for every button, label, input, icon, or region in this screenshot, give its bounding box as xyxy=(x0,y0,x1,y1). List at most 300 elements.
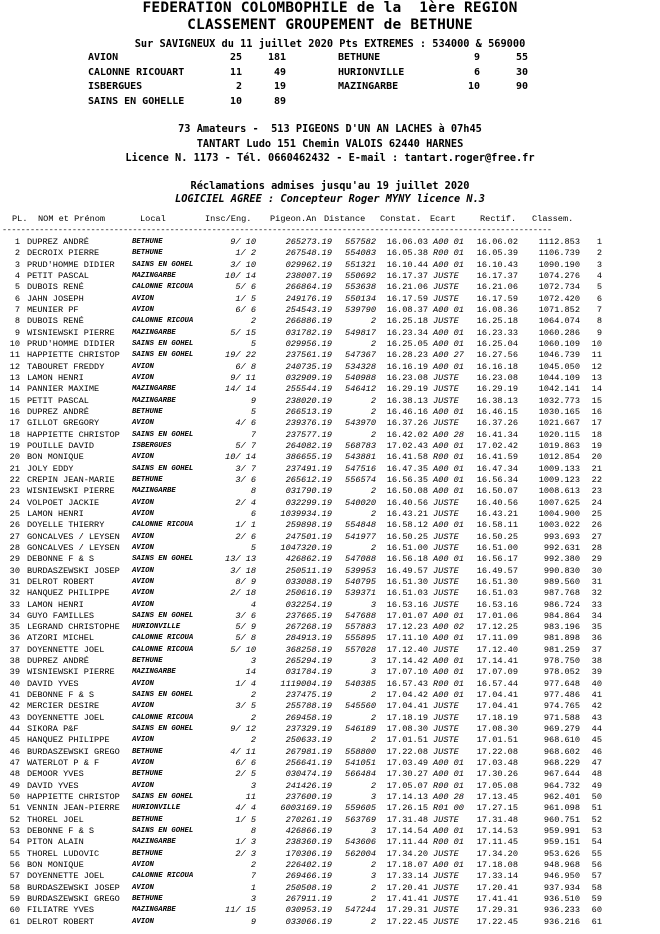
cell-place-repeat: 23 xyxy=(591,486,602,497)
cell-distance: 566484 xyxy=(345,769,376,780)
cell-locality: BETHUNE xyxy=(132,657,163,666)
cell-constat: 17.05.07 xyxy=(386,780,428,791)
cell-pigeon: 250633.19 xyxy=(285,735,332,746)
cell-rectif: 16.23.08 xyxy=(476,372,518,383)
cell-place: 45 xyxy=(9,735,20,746)
cell-constat: 16.46.16 xyxy=(386,406,428,417)
cell-rectif: 17.08.30 xyxy=(476,724,518,735)
locality-pigeons: 30 xyxy=(515,66,528,78)
table-row xyxy=(2,815,658,826)
cell-distance: 540988 xyxy=(345,372,376,383)
cell-name: BON MONIQUE xyxy=(27,860,84,871)
cell-ecart: A00 01 xyxy=(433,633,464,644)
table-row xyxy=(2,690,658,701)
cell-inscribed: 3 xyxy=(250,656,256,667)
table-row xyxy=(2,430,658,441)
cell-locality: MAZINGARBE xyxy=(132,385,176,394)
table-row xyxy=(2,350,658,361)
cell-speed: 1090.190 xyxy=(538,259,580,270)
cell-name: DEMOOR YVES xyxy=(27,769,84,780)
cell-inscribed: 1/ 5 xyxy=(235,814,256,825)
cell-place-repeat: 60 xyxy=(591,905,602,916)
cell-locality: SAINS EN GOHEL xyxy=(132,827,194,836)
cell-pigeon: 030474.19 xyxy=(285,769,332,780)
locality-amateurs: 2 xyxy=(235,81,242,92)
cell-place: 46 xyxy=(9,746,20,757)
cell-place: 19 xyxy=(9,440,20,451)
cell-ecart: A00 01 xyxy=(433,361,464,372)
cell-rectif: 16.51.00 xyxy=(476,542,518,553)
cell-pigeon: 267981.19 xyxy=(285,746,332,757)
cell-speed: 992.380 xyxy=(543,554,580,565)
table-row xyxy=(2,917,658,928)
cell-constat: 16.50.08 xyxy=(386,486,428,497)
cell-locality: AVION xyxy=(132,419,154,428)
cell-constat: 16.08.37 xyxy=(386,304,428,315)
cell-ecart: JUSTE xyxy=(433,418,459,429)
cell-name: DUBOIS RENÉ xyxy=(27,316,84,327)
cell-rectif: 17.14.41 xyxy=(476,656,518,667)
cell-inscribed: 9 xyxy=(250,395,256,406)
cell-name: HANQUEZ PHILIPPE xyxy=(27,735,110,746)
cell-place-repeat: 42 xyxy=(591,701,602,712)
cell-place: 9 xyxy=(14,327,20,338)
cell-name: DEBONNE F & S xyxy=(27,690,95,701)
cell-rectif: 17.04.41 xyxy=(476,701,518,712)
cell-pigeon: 029962.19 xyxy=(285,259,332,270)
cell-speed: 986.724 xyxy=(543,599,580,610)
cell-inscribed: 5/ 10 xyxy=(230,644,256,655)
cell-constat: 17.03.49 xyxy=(386,758,428,769)
cell-constat: 17.33.14 xyxy=(386,871,428,882)
cell-inscribed: 1 xyxy=(250,882,256,893)
cell-place: 15 xyxy=(9,395,20,406)
cell-locality: MAZINGARBE xyxy=(132,668,176,677)
cell-inscribed: 3/ 18 xyxy=(230,565,256,576)
cell-speed: 1042.141 xyxy=(538,384,580,395)
table-row xyxy=(2,713,658,724)
locality-amateurs: 25 xyxy=(229,52,242,63)
locality-name: ISBERGUES xyxy=(88,81,143,92)
table-row xyxy=(2,883,658,894)
locality-name: BETHUNE xyxy=(338,52,381,63)
cell-pigeon: 238007.19 xyxy=(285,270,332,281)
cell-rectif: 16.58.11 xyxy=(476,520,518,531)
cell-rectif: 17.02.42 xyxy=(476,440,518,451)
table-row xyxy=(2,498,658,509)
cell-constat: 17.07.10 xyxy=(386,667,428,678)
cell-inscribed: 2/ 3 xyxy=(235,848,256,859)
cell-rectif: 17.18.08 xyxy=(476,860,518,871)
cell-locality: CALONNE RICOUA xyxy=(132,283,194,292)
cell-speed: 977.648 xyxy=(543,678,580,689)
cell-inscribed: 4 xyxy=(250,599,256,610)
cell-ecart: JUSTE xyxy=(433,497,459,508)
cell-pigeon: 238360.19 xyxy=(285,837,332,848)
cell-speed: 1009.123 xyxy=(538,474,580,485)
cell-constat: 17.31.48 xyxy=(386,814,428,825)
cell-ecart: A00 01 xyxy=(433,690,464,701)
cell-pigeon: 255544.19 xyxy=(285,384,332,395)
cell-name: JAHN JOSEPH xyxy=(27,293,84,304)
cell-inscribed: 8 xyxy=(250,486,256,497)
cell-name: DOYENNETTE JOEL xyxy=(27,644,105,655)
table-row xyxy=(2,871,658,882)
cell-pigeon: 241426.19 xyxy=(285,780,332,791)
locality-amateurs: 10 xyxy=(229,95,242,107)
cell-speed: 962.401 xyxy=(543,792,580,803)
cell-speed: 1106.739 xyxy=(538,248,580,259)
table-row xyxy=(2,792,658,803)
cell-locality: ISBERGUES xyxy=(132,441,172,450)
cell-name: WATERLOT P & F xyxy=(27,758,100,769)
cell-inscribed: 1/ 1 xyxy=(235,520,256,531)
cell-distance: 540020 xyxy=(345,497,376,508)
cell-locality: SAINS EN GOHEL xyxy=(132,725,194,734)
cell-rectif: 16.05.39 xyxy=(476,248,518,259)
cell-constat: 16.17.37 xyxy=(386,270,428,281)
cell-ecart: R00 01 xyxy=(433,837,464,848)
cell-speed: 977.486 xyxy=(543,690,580,701)
cell-ecart: A00 01 xyxy=(433,610,464,621)
cell-place-repeat: 45 xyxy=(591,735,602,746)
cell-constat: 16.10.44 xyxy=(386,259,428,270)
cell-constat: 16.17.59 xyxy=(386,293,428,304)
cell-rectif: 17.04.41 xyxy=(476,690,518,701)
cell-pigeon: 240735.19 xyxy=(285,361,332,372)
cell-name: LEGRAND CHRISTOPHE xyxy=(27,622,120,633)
cell-speed: 978.052 xyxy=(543,667,580,678)
cell-distance: 554083 xyxy=(345,248,376,259)
cell-distance: 3 xyxy=(370,667,376,678)
locality-amateurs: 6 xyxy=(473,66,480,78)
cell-rectif: 16.38.13 xyxy=(476,395,518,406)
cell-constat: 16.50.25 xyxy=(386,531,428,542)
cell-ecart: A00 01 xyxy=(433,406,464,417)
cell-place-repeat: 34 xyxy=(591,610,602,621)
cell-place: 40 xyxy=(9,678,20,689)
cell-pigeon: 265612.19 xyxy=(285,474,332,485)
cell-distance: 534328 xyxy=(345,361,376,372)
cell-locality: AVION xyxy=(132,498,154,507)
cell-pigeon: 270261.19 xyxy=(285,814,332,825)
cell-inscribed: 3/ 10 xyxy=(230,259,256,270)
cell-speed: 1064.074 xyxy=(538,316,580,327)
cell-name: BURDASZEWSKI JOSEP xyxy=(27,565,120,576)
cell-place-repeat: 38 xyxy=(591,656,602,667)
cell-pigeon: 237329.19 xyxy=(285,724,332,735)
cell-inscribed: 11 xyxy=(245,792,256,803)
cell-pigeon: 255788.19 xyxy=(285,701,332,712)
cell-locality: MAZINGARBE xyxy=(132,487,176,496)
cell-rectif: 16.47.34 xyxy=(476,463,518,474)
cell-place-repeat: 41 xyxy=(591,690,602,701)
cell-place-repeat: 36 xyxy=(591,633,602,644)
cell-speed: 990.830 xyxy=(543,565,580,576)
cell-ecart: JUSTE xyxy=(433,916,459,927)
cell-distance: 2 xyxy=(370,395,376,406)
cell-place: 59 xyxy=(9,894,20,905)
cell-place-repeat: 21 xyxy=(591,463,602,474)
cell-rectif: 16.17.59 xyxy=(476,293,518,304)
cell-name: GILLOT GREGORY xyxy=(27,418,100,429)
cell-place-repeat: 5 xyxy=(596,282,602,293)
cell-inscribed: 2 xyxy=(250,735,256,746)
cell-locality: CALONNE RICOUA xyxy=(132,634,194,643)
cell-ecart: A00 01 xyxy=(433,259,464,270)
cell-pigeon: 368258.19 xyxy=(285,644,332,655)
cell-distance: 2 xyxy=(370,406,376,417)
cell-place-repeat: 31 xyxy=(591,576,602,587)
cell-constat: 16.49.57 xyxy=(386,565,428,576)
cell-pigeon: 029956.19 xyxy=(285,338,332,349)
cell-name: CREPIN JEAN-MARIE xyxy=(27,474,115,485)
cell-place: 21 xyxy=(9,463,20,474)
cell-place-repeat: 19 xyxy=(591,440,602,451)
cell-locality: BETHUNE xyxy=(132,249,163,258)
cell-name: LAMON HENRI xyxy=(27,372,84,383)
cell-distance: 547688 xyxy=(345,610,376,621)
cell-rectif: 16.57.44 xyxy=(476,678,518,689)
cell-distance: 562004 xyxy=(345,848,376,859)
cell-name: JOLY EDDY xyxy=(27,463,74,474)
cell-place: 60 xyxy=(9,905,20,916)
cell-place-repeat: 35 xyxy=(591,622,602,633)
cell-constat: 16.56.35 xyxy=(386,474,428,485)
cell-inscribed: 9/ 11 xyxy=(230,372,256,383)
cell-name: DAVID YVES xyxy=(27,780,79,791)
cell-name: DEBONNE F & S xyxy=(27,826,95,837)
cell-inscribed: 10/ 14 xyxy=(225,270,256,281)
header-constat: Constat. xyxy=(380,214,422,224)
cell-name: BURDASZEWSKI JOSEP xyxy=(27,882,120,893)
cell-distance: 540385 xyxy=(345,678,376,689)
cell-place-repeat: 3 xyxy=(596,259,602,270)
cell-name: PITON ALAIN xyxy=(27,837,84,848)
cell-rectif: 16.37.26 xyxy=(476,418,518,429)
cell-distance: 547244 xyxy=(345,905,376,916)
cell-distance: 2 xyxy=(370,916,376,927)
cell-rectif: 17.12.25 xyxy=(476,622,518,633)
locality-pigeons: 55 xyxy=(515,52,528,63)
cell-pigeon: 1047320.19 xyxy=(280,542,332,553)
cell-distance: 543970 xyxy=(345,418,376,429)
cell-pigeon: 237665.19 xyxy=(285,610,332,621)
cell-locality: BETHUNE xyxy=(132,407,163,416)
cell-ecart: A00 01 xyxy=(433,769,464,780)
cell-rectif: 16.08.36 xyxy=(476,304,518,315)
cell-speed: 967.644 xyxy=(543,769,580,780)
cell-place-repeat: 49 xyxy=(591,780,602,791)
table-row xyxy=(2,509,658,520)
locality-name: MAZINGARBE xyxy=(338,81,399,92)
cell-constat: 16.38.13 xyxy=(386,395,428,406)
cell-inscribed: 3 xyxy=(250,894,256,905)
cell-rectif: 17.30.26 xyxy=(476,769,518,780)
cell-inscribed: 3/ 5 xyxy=(235,701,256,712)
cell-constat: 16.41.58 xyxy=(386,452,428,463)
cell-rectif: 16.17.37 xyxy=(476,270,518,281)
cell-place: 52 xyxy=(9,814,20,825)
cell-speed: 983.196 xyxy=(543,622,580,633)
cell-place: 14 xyxy=(9,384,20,395)
cell-pigeon: 033088.19 xyxy=(285,576,332,587)
cell-pigeon: 284913.19 xyxy=(285,633,332,644)
cell-constat: 17.14.42 xyxy=(386,656,428,667)
cell-speed: 1112.853 xyxy=(538,237,580,247)
cell-speed: 1060.109 xyxy=(538,338,580,349)
cell-place-repeat: 46 xyxy=(591,746,602,757)
locality-name: AVION xyxy=(88,52,119,63)
cell-speed: 1020.115 xyxy=(538,429,580,440)
cell-locality: MAZINGARBE xyxy=(132,271,176,280)
cell-ecart: A00 01 xyxy=(433,486,464,497)
cell-inscribed: 5/ 15 xyxy=(230,327,256,338)
cell-distance: 3 xyxy=(370,826,376,837)
cell-distance: 543606 xyxy=(345,837,376,848)
cell-place: 29 xyxy=(9,554,20,565)
cell-speed: 936.510 xyxy=(543,894,580,905)
cell-place: 49 xyxy=(9,780,20,791)
cell-ecart: A00 01 xyxy=(433,304,464,315)
cell-distance: 2 xyxy=(370,316,376,327)
cell-place: 30 xyxy=(9,565,20,576)
cell-place-repeat: 7 xyxy=(596,304,602,315)
table-row xyxy=(2,758,658,769)
cell-place-repeat: 6 xyxy=(596,293,602,304)
cell-locality: MAZINGARBE xyxy=(132,838,176,847)
cell-constat: 17.04.41 xyxy=(386,701,428,712)
cell-locality: AVION xyxy=(132,917,154,926)
cell-distance: 557582 xyxy=(345,237,376,247)
cell-name: DEBONNE F & S xyxy=(27,554,95,565)
cell-locality: CALONNE RICOUA xyxy=(132,872,194,881)
cell-constat: 16.05.38 xyxy=(386,248,428,259)
cell-locality: HURIONVILLE xyxy=(132,623,181,632)
cell-place-repeat: 48 xyxy=(591,769,602,780)
cell-locality: SAINS EN GOHEL xyxy=(132,339,194,348)
cell-inscribed: 2/ 18 xyxy=(230,588,256,599)
cell-pigeon: 269466.19 xyxy=(285,871,332,882)
cell-distance: 2 xyxy=(370,894,376,905)
cell-name: VENNIN JEAN-PIERRE xyxy=(27,803,120,814)
cell-place-repeat: 2 xyxy=(596,248,602,259)
cell-rectif: 16.50.25 xyxy=(476,531,518,542)
cell-speed: 959.991 xyxy=(543,826,580,837)
cell-locality: SAINS EN GOHEL xyxy=(132,611,194,620)
cell-place: 25 xyxy=(9,508,20,519)
cell-distance: 555895 xyxy=(345,633,376,644)
cell-constat: 16.53.16 xyxy=(386,599,428,610)
cell-rectif: 17.27.15 xyxy=(476,803,518,814)
cell-inscribed: 8 xyxy=(250,826,256,837)
cell-rectif: 16.29.19 xyxy=(476,384,518,395)
cell-pigeon: 226402.19 xyxy=(285,860,332,871)
cell-inscribed: 5 xyxy=(250,406,256,417)
cell-speed: 946.950 xyxy=(543,871,580,882)
cell-constat: 16.21.06 xyxy=(386,282,428,293)
cell-pigeon: 032299.19 xyxy=(285,497,332,508)
cell-rectif: 16.27.56 xyxy=(476,350,518,361)
cell-constat: 17.20.41 xyxy=(386,882,428,893)
table-row xyxy=(2,464,658,475)
cell-name: DAVID YVES xyxy=(27,678,79,689)
cell-speed: 993.693 xyxy=(543,531,580,542)
cell-name: DUPREZ ANDRÉ xyxy=(27,656,89,667)
cell-rectif: 17.01.51 xyxy=(476,735,518,746)
cell-place: 6 xyxy=(14,293,20,304)
table-row xyxy=(2,645,658,656)
cell-distance: 556574 xyxy=(345,474,376,485)
cell-speed: 959.151 xyxy=(543,837,580,848)
cell-place: 35 xyxy=(9,622,20,633)
cell-distance: 541051 xyxy=(345,758,376,769)
table-row xyxy=(2,260,658,271)
cell-pigeon: 033066.19 xyxy=(285,916,332,927)
cell-ecart: R00 01 xyxy=(433,780,464,791)
cell-pigeon: 256641.19 xyxy=(285,758,332,769)
cell-distance: 3 xyxy=(370,792,376,803)
table-row xyxy=(2,407,658,418)
table-row xyxy=(2,305,658,316)
cell-place-repeat: 59 xyxy=(591,894,602,905)
cell-ecart: A00 02 xyxy=(433,622,464,633)
table-row xyxy=(2,622,658,633)
cell-ecart: R01 00 xyxy=(433,803,464,814)
cell-place: 11 xyxy=(9,350,20,361)
table-row xyxy=(2,633,658,644)
locality-pigeons: 90 xyxy=(515,81,528,92)
cell-rectif: 16.40.56 xyxy=(476,497,518,508)
cell-locality: SAINS EN GOHEL xyxy=(132,793,194,802)
cell-name: GONCALVES / LEYSEN xyxy=(27,542,120,553)
cell-distance: 550134 xyxy=(345,293,376,304)
header-pl: PL. xyxy=(12,214,28,224)
table-row xyxy=(2,577,658,588)
cell-inscribed: 4/ 6 xyxy=(235,418,256,429)
cell-place-repeat: 16 xyxy=(591,406,602,417)
cell-inscribed: 6/ 6 xyxy=(235,758,256,769)
subtitle-release: Sur SAVIGNEUX du 11 juillet 2020 Pts EXTREMES : 534000 & 569000 xyxy=(134,38,526,50)
cell-speed: 968.229 xyxy=(543,758,580,769)
cell-rectif: 17.41.41 xyxy=(476,894,518,905)
cell-locality: SAINS EN GOHEL xyxy=(132,260,194,269)
cell-constat: 17.12.40 xyxy=(386,644,428,655)
cell-ecart: A00 01 xyxy=(433,338,464,349)
cell-speed: 987.768 xyxy=(543,588,580,599)
cell-locality: AVION xyxy=(132,453,154,462)
cell-speed: 964.732 xyxy=(543,780,580,791)
cell-constat: 16.06.03 xyxy=(386,237,428,247)
cell-pigeon: 426862.19 xyxy=(285,554,332,565)
cell-locality: CALONNE RICOUA xyxy=(132,713,194,722)
cell-speed: 1032.773 xyxy=(538,395,580,406)
cell-distance: 545560 xyxy=(345,701,376,712)
cell-pigeon: 426866.19 xyxy=(285,826,332,837)
header-separator: ---------------------------------------------------------------------------------------------------------------------- xyxy=(2,225,552,235)
header-pigeon: Pigeon.An xyxy=(270,214,317,224)
cell-pigeon: 238020.19 xyxy=(285,395,332,406)
cell-name: PANNIER MAXIME xyxy=(27,384,100,395)
locality-name: CALONNE RICOUART xyxy=(88,66,185,78)
cell-speed: 981.898 xyxy=(543,633,580,644)
cell-rectif: 17.22.08 xyxy=(476,746,518,757)
cell-distance: 539790 xyxy=(345,304,376,315)
cell-name: FILIATRE YVES xyxy=(27,905,95,916)
cell-place: 27 xyxy=(9,531,20,542)
cell-inscribed: 5/ 8 xyxy=(235,633,256,644)
cell-ecart: A00 01 xyxy=(433,327,464,338)
